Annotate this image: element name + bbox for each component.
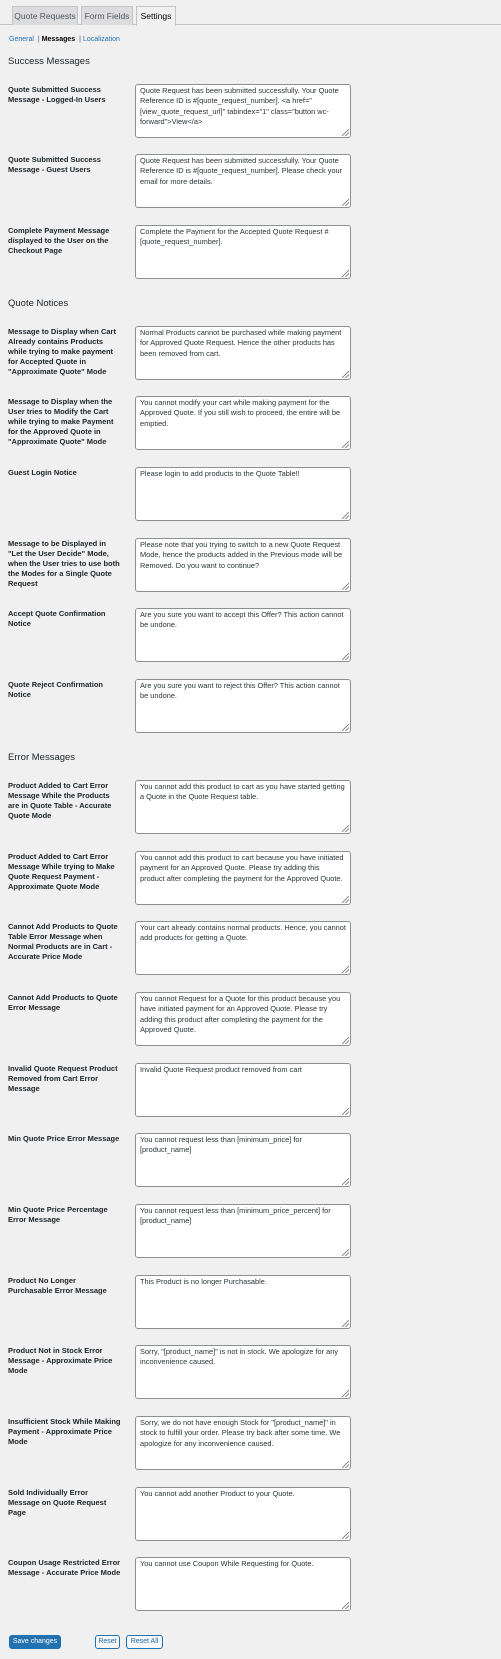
field-label: Guest Login Notice	[8, 468, 77, 477]
message-textarea[interactable]	[135, 1345, 351, 1399]
tab-settings[interactable]: Settings	[136, 6, 176, 26]
subnav-localization[interactable]: Localization	[82, 36, 120, 43]
field-label: Insufficient Stock While Making Payment - Approximate Price Mode	[8, 1417, 121, 1446]
field-label: Sold Individually Error Message on Quote Request Page	[8, 1488, 107, 1517]
subnav-general[interactable]: General	[9, 36, 34, 43]
subnav-messages[interactable]: Messages	[41, 36, 76, 43]
message-textarea[interactable]	[135, 851, 351, 905]
message-textarea[interactable]	[135, 1063, 351, 1117]
message-textarea[interactable]	[135, 1416, 351, 1470]
message-textarea[interactable]	[135, 921, 351, 975]
message-textarea[interactable]	[135, 1487, 351, 1541]
message-textarea[interactable]	[135, 467, 351, 521]
message-textarea[interactable]	[135, 154, 351, 208]
field-label: Quote Submitted Success Message - Guest Users	[8, 155, 101, 174]
message-textarea[interactable]	[135, 396, 351, 450]
message-textarea[interactable]	[135, 992, 351, 1046]
field-label: Message to Display when Cart Already contains Products while trying to make payment for Accepted Quote in "Approximate Quote" Mode	[8, 327, 116, 376]
field-label: Product Added to Cart Error Message While the Products are in Quote Table - Accurate Quote Mode	[8, 781, 112, 820]
message-textarea[interactable]	[135, 1557, 351, 1611]
subnav-separator: |	[79, 36, 81, 43]
message-textarea[interactable]	[135, 538, 351, 592]
field-label: Coupon Usage Restricted Error Message - Accurate Price Mode	[8, 1558, 121, 1577]
tab-quote-requests[interactable]: Quote Requests	[12, 6, 78, 25]
field-label: Min Quote Price Percentage Error Message	[8, 1205, 108, 1224]
settings-subnav	[9, 36, 120, 43]
field-label: Complete Payment Message displayed to the User on the Checkout Page	[8, 226, 110, 255]
message-textarea[interactable]	[135, 1133, 351, 1187]
message-textarea[interactable]	[135, 780, 351, 834]
message-textarea[interactable]	[135, 225, 351, 279]
field-label: Product Added to Cart Error Message While trying to Make Quote Request Payment - Approximate Quote Mode	[8, 852, 115, 891]
message-textarea[interactable]	[135, 326, 351, 380]
field-label: Min Quote Price Error Message	[8, 1134, 120, 1143]
field-label: Accept Quote Confirmation Notice	[8, 609, 106, 628]
field-label: Message to be Displayed in "Let the User Decide" Mode, when the User tries to use both the Modes for a Single Quote Request	[8, 539, 120, 588]
section-heading-notices: Quote Notices	[8, 298, 69, 309]
field-label: Message to Display when the User tries to Modify the Cart while trying to make Payment for the Approved Quote in "Approximate Quote" Mode	[8, 397, 114, 446]
reset-all-button[interactable]: Reset All	[126, 1635, 163, 1649]
message-textarea[interactable]	[135, 679, 351, 733]
message-textarea[interactable]	[135, 84, 351, 138]
field-label: Cannot Add Products to Quote Table Error Message when Normal Products are in Cart - Accurate Price Mode	[8, 922, 118, 961]
reset-button[interactable]: Reset	[95, 1635, 120, 1649]
save-changes-button[interactable]: Save changes	[9, 1635, 61, 1649]
section-heading-success: Success Messages	[8, 56, 90, 67]
field-label: Cannot Add Products to Quote Error Message	[8, 993, 118, 1012]
field-label: Quote Submitted Success Message - Logged-In Users	[8, 85, 106, 104]
field-label: Invalid Quote Request Product Removed from Cart Error Message	[8, 1064, 118, 1093]
message-textarea[interactable]	[135, 608, 351, 662]
message-textarea[interactable]	[135, 1204, 351, 1258]
field-label: Product Not in Stock Error Message - Approximate Price Mode	[8, 1346, 113, 1375]
subnav-separator: |	[37, 36, 40, 43]
message-textarea[interactable]	[135, 1275, 351, 1329]
tab-form-fields[interactable]: Form Fields	[81, 6, 133, 25]
field-label: Product No Longer Purchasable Error Message	[8, 1276, 107, 1295]
nav-tab-wrapper	[0, 0, 501, 25]
section-heading-errors: Error Messages	[8, 752, 76, 763]
field-label: Quote Reject Confirmation Notice	[8, 680, 104, 699]
